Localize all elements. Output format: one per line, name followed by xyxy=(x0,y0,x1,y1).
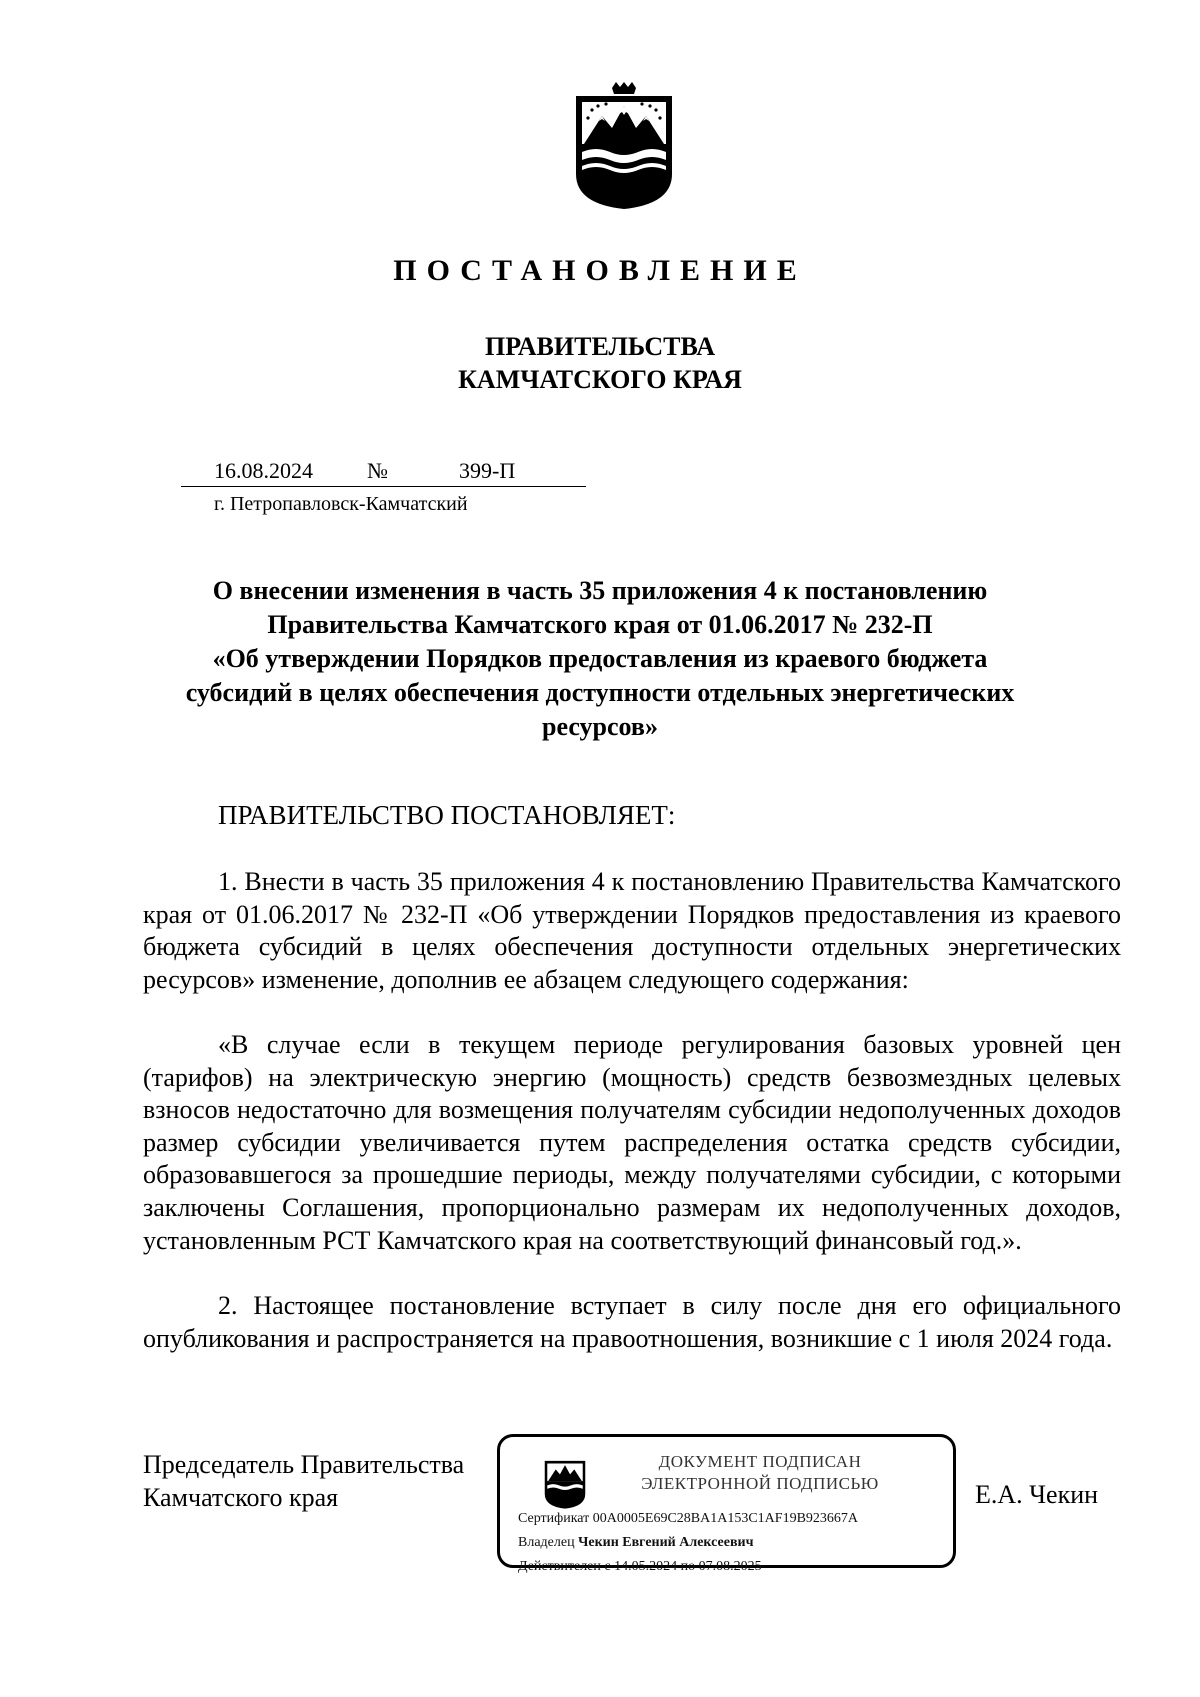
document-title xyxy=(150,574,1050,744)
stamp-heading xyxy=(610,1451,910,1495)
title-line-5: ресурсов» xyxy=(542,712,658,741)
electronic-signature-stamp xyxy=(497,1434,956,1574)
document-date: 16.08.2024 xyxy=(214,458,313,483)
valid-to-label: по xyxy=(680,1559,696,1574)
title-line-1: О внесении изменения в часть 35 приложения 4 к постановлению xyxy=(212,576,988,605)
stamp-heading-line-1: ДОКУМЕНТ ПОДПИСАН xyxy=(658,1452,862,1471)
stamp-heading-line-2: ЭЛЕКТРОННОЙ ПОДПИСЬЮ xyxy=(641,1474,879,1493)
signer-title-line-1: Председатель Правительства xyxy=(143,1450,465,1479)
date-number-line xyxy=(181,458,586,487)
issuer-heading xyxy=(0,330,1200,396)
coat-of-arms-emblem xyxy=(572,82,676,210)
certificate-label: Сертификат xyxy=(518,1511,590,1526)
valid-from: 14.05.2024 xyxy=(614,1559,678,1574)
title-line-2: Правительства Камчатского края от 01.06.2017 № 232-П xyxy=(267,610,933,639)
signer-name: Е.А. Чекин xyxy=(975,1480,1099,1509)
paragraph-3: 2. Настоящее постановление вступает в силу после дня его официального опубликования и распространяется на правоотношения, возникшие с 1 июля 2024 года. xyxy=(143,1291,1121,1353)
resolves-heading: ПРАВИТЕЛЬСТВО ПОСТАНОВЛЯЕТ: xyxy=(218,800,676,830)
signer-title xyxy=(143,1448,464,1514)
issuer-line-1: ПРАВИТЕЛЬСТВА xyxy=(485,332,715,361)
signer-title-line-2: Камчатского края xyxy=(143,1483,339,1512)
paragraph-2-quote: «В случае если в текущем периоде регулирования базовых уровней цен (тарифов) на электрическую энергию (мощность) средств безвозмездных целевых взносов недостаточно для возмещения получателям субсидии недополученных доходов размер субсидии увеличивается путем распределения остатка средств субсидии, образовавшегося за прошедшие периоды, между получателями субсидии, с которыми заключены Соглашения, пропорционально размерам их недополученных доходов, установленным РСТ Камчатского края на соответствующий финансовый год.». xyxy=(143,1030,1121,1255)
certificate-value: 00A0005E69C28BA1A153C1AF19B923667A xyxy=(592,1511,859,1526)
owner-value: Чекин Евгений Алексеевич xyxy=(578,1535,754,1550)
document-number: 399-П xyxy=(459,458,516,483)
issuer-line-2: КАМЧАТСКОГО КРАЯ xyxy=(458,365,742,394)
number-sign: № xyxy=(367,458,388,483)
stamp-validity xyxy=(518,1559,762,1575)
stamp-emblem-icon xyxy=(540,1455,590,1509)
valid-to: 07.08.2025 xyxy=(698,1559,762,1574)
title-line-3: «Об утверждении Порядков предоставления из краевого бюджета xyxy=(212,644,988,673)
paragraph-1: 1. Внести в часть 35 приложения 4 к постановлению Правительства Камчатского края от 01.06.2017 № 232-П «Об утверждении Порядков предоставления из краевого бюджета субсидий в целях обеспечения доступности отдельных энергетических ресурсов» изменение, дополнив ее абзацем следующего содержания: xyxy=(143,867,1121,994)
valid-label: Действителен с xyxy=(518,1559,611,1574)
owner-label: Владелец xyxy=(518,1535,575,1550)
title-line-4: субсидий в целях обеспечения доступности отдельных энергетических xyxy=(185,678,1015,707)
issue-city: г. Петропавловск-Камчатский xyxy=(214,493,468,515)
stamp-owner xyxy=(518,1535,753,1551)
stamp-certificate xyxy=(518,1511,858,1527)
document-type-heading: ПОСТАНОВЛЕНИЕ xyxy=(393,254,807,287)
